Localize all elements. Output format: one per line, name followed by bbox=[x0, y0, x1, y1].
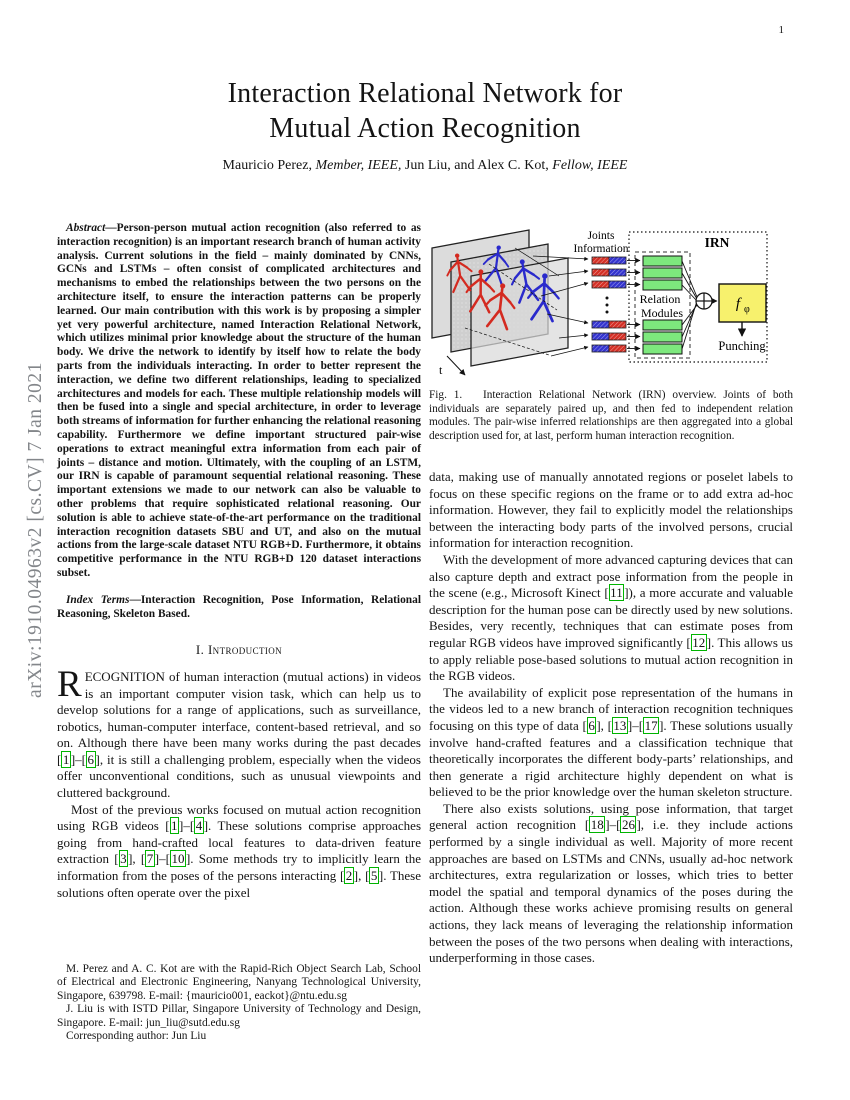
intro-paragraph-1 bbox=[57, 663, 421, 802]
paper-title-line2: Mutual Action Recognition bbox=[269, 113, 581, 144]
figure-1-caption bbox=[429, 389, 793, 443]
citation-link[interactable]: 6 bbox=[87, 751, 95, 767]
arxiv-stamp: arXiv:1910.04963v2 [cs.CV] 7 Jan 2021 bbox=[25, 362, 46, 698]
body-paragraph-general-action: There also exists solutions, using pose information, that target general action recognition [ 18 ]–[ 26 ], i.e. they include actions performed by a single individual as well. Majority of more recent approaches are based on LSTMs and CNNs, usually ad-hoc network architectures, extra regularization or losses, which tries to better model the spatial and temporal dynamics of the poses during the action. Although these works achieve promising results on general actions, they lack means of leveraging the relationship information between the poses of the two persons when dealing with interactions, underperforming in those cases. bbox=[429, 800, 793, 966]
author-line: Mauricio Perez, Member, IEEE, Jun Liu, and Alex C. Kot, Fellow, IEEE bbox=[222, 158, 628, 173]
aggregation-sum-icon bbox=[696, 293, 712, 309]
section-heading-introduction: I. Introduction bbox=[195, 642, 283, 658]
body-paragraph-continuation: data, making use of manually annotated regions or poselet labels to focus on these specific regions on the frame or to add extra ad-hoc information. However, they fail to explicitly model the relationships between the interacting body parts of the involved persons, crucial information for interaction recognition. bbox=[429, 469, 793, 551]
figure-1-diagram bbox=[429, 218, 793, 383]
citation-link[interactable]: 17 bbox=[644, 717, 658, 733]
time-axis bbox=[439, 356, 465, 377]
citation-link[interactable]: 1 bbox=[171, 818, 178, 834]
citation-link[interactable]: 2 bbox=[345, 868, 353, 884]
footnote-affiliation-2: J. Liu is with ISTD Pillar, Singapore University of Technology and Design, Singapore. E-mail: jun_liu@sutd.edu.sg bbox=[57, 1003, 421, 1029]
body-paragraph-pose-representation: The availability of explicit pose representation of the humans in the videos led to a new branch of interaction recognition techniques focusing on this type of data [ 6 ], [ 13 ]–[ 17 ]. These solutions usually involve hand-crafted features and a classification technique that theoretically incorporates the different body-parts’ relationships, and then generate a rigid architecture highly dependent on what is believed to be the prior knowledge over the human skeleton structure. bbox=[429, 684, 793, 800]
citation-link[interactable]: 4 bbox=[195, 818, 203, 834]
f-phi-box bbox=[719, 284, 766, 322]
modules-label: Modules bbox=[641, 306, 683, 320]
index-terms-label: Index Terms bbox=[66, 593, 130, 606]
abstract-paragraph bbox=[57, 222, 421, 581]
joints-information-label bbox=[574, 230, 629, 255]
author-footnotes bbox=[57, 963, 421, 1043]
svg-text:Information: Information bbox=[573, 243, 629, 255]
page-number: 1 bbox=[778, 24, 784, 36]
figure-1 bbox=[429, 218, 793, 383]
citation-link[interactable]: 3 bbox=[120, 851, 127, 867]
ellipsis-dots-icon bbox=[606, 297, 609, 314]
citation-link[interactable]: 18 bbox=[590, 817, 604, 833]
output-class-label: Punching bbox=[718, 339, 766, 353]
citation-link[interactable]: 10 bbox=[171, 851, 185, 867]
citation-link[interactable]: 6 bbox=[588, 717, 595, 733]
paper-title bbox=[0, 76, 850, 146]
paper-title-line1: Interaction Relational Network for bbox=[227, 78, 623, 109]
f-phi-subscript: φ bbox=[744, 304, 750, 315]
body-paragraph-capturing-devices: With the development of more advanced capturing devices that can also capture depth and extract pose information from the people in the scene (e.g., Microsoft Kinect [ 11 ]), a more accurate and valuable description for the human pose can be directly used by new solutions. Besides, very recently, techniques that can estimate poses from regular RGB videos have improved significantly [ 12 ]. This allows us to apply reliable pose-based solutions to mutual action recognition in the RGB videos. bbox=[429, 551, 793, 684]
drop-cap: R bbox=[57, 663, 82, 705]
citation-link[interactable]: 13 bbox=[613, 717, 627, 733]
abstract-label: Abstract bbox=[66, 222, 106, 234]
intro-paragraph-1-text: of human interaction (mutual actions) in videos is an important computer vision task, which can help us to develop solutions for a range of applications, such as surveillance, robotics, human-computer interface, content-based retrieval, and so on. Although there have been many works during the past decades [ 1 ]–[ 6 ], it is still a challenging problem, especially when the videos offer unconventional conditions, such as unusual viewpoints and cluttered background. bbox=[57, 668, 421, 801]
index-terms-paragraph bbox=[57, 594, 421, 622]
intro-lead-word: ECOGNITION bbox=[84, 668, 165, 684]
joint-pair-bars bbox=[592, 257, 626, 352]
right-column bbox=[429, 218, 793, 967]
citation-link[interactable]: 12 bbox=[692, 634, 706, 650]
abstract-text: —Person-person mutual action recognition (also referred to as interaction recognition) is an important research branch of human activity analysis. Current solutions in the field – mainly dominated by CNNs, GCNs and LSTMs – often consist of complicated architectures and mechanisms to embed the relationships between the two persons on the architecture itself, to ensure the interaction patterns can be properly learned. Our main contribution with this work is by proposing a simpler yet very powerful architecture, named Interaction Relational Network, which utilizes minimal prior knowledge about the structure of the human body. We drive the network to identify by itself how to relate the body parts from the individuals interacting. In order to better represent the interaction, we define two different relationships, leading to specialized architectures and models for each. These multiple relationship models will then be fused into a single and special architecture, in order to leverage both streams of information for further enhancing the relational reasoning capability. Furthermore we define important structured pair-wise operations to extract meaningful extra information from each pair of joints – distance and motion. Ultimately, with the coupling of an LSTM, our IRN is capable of paramount sequential relational reasoning. These important extensions we made to our network can also be valuable to other problems that require sophisticated relational reasoning. Our solution is able to achieve state-of-the-art performance on the traditional interaction recognition datasets SBU and UT, and also on the mutual actions from the large-scale dataset NTU RGB+D. Furthermore, it obtains competitive performance in the NTU RGB+D 120 dataset interactions subset. bbox=[57, 222, 421, 579]
citation-link[interactable]: 1 bbox=[62, 751, 70, 767]
svg-text:Joints: Joints bbox=[587, 230, 615, 242]
citation-link[interactable]: 7 bbox=[146, 851, 154, 867]
index-terms-text: —Interaction Recognition, Pose Information, Relational Reasoning, Skeleton Based. bbox=[57, 593, 421, 620]
intro-paragraph-2: Most of the previous works focused on mutual action recognition using RGB videos [ 1 ]–[ 4 ]. These solutions comprise approaches going from hand-crafted local features to data-driven feature extraction [ 3 ], [ 7 ]–[ 10 ]. Some methods try to implicitly learn the information from the poses of the persons interacting [ 2 ], [ 5 ]. These solutions often operate over the pixel bbox=[57, 801, 421, 900]
relation-label: Relation bbox=[639, 292, 681, 306]
f-phi-label: f bbox=[735, 296, 741, 312]
time-axis-label: t bbox=[439, 363, 443, 377]
figure-1-caption-text: Interaction Relational Network (IRN) overview. Joints of both individuals are separately paired up, and then fed to independent relation modules. The pair-wise inferred relationships are then aggregated into a global description used for, at last, perform human interaction recognition. bbox=[429, 389, 793, 442]
footnote-affiliation-1: M. Perez and A. C. Kot are with the Rapid-Rich Object Search Lab, School of Electrical and Electronic Engineering, Nanyang Technological University, Singapore, 639798. E-mail: {mauricio001, eackot}@ntu.edu.sg bbox=[57, 963, 421, 1002]
figure-1-caption-lead: Fig. 1. bbox=[429, 389, 463, 401]
left-column bbox=[57, 222, 421, 901]
footnote-corresponding-author: Corresponding author: Jun Liu bbox=[66, 1030, 207, 1043]
citation-link[interactable]: 26 bbox=[621, 817, 635, 833]
irn-label: IRN bbox=[704, 235, 730, 250]
citation-link[interactable]: 5 bbox=[370, 868, 378, 884]
citation-link[interactable]: 11 bbox=[610, 585, 623, 601]
